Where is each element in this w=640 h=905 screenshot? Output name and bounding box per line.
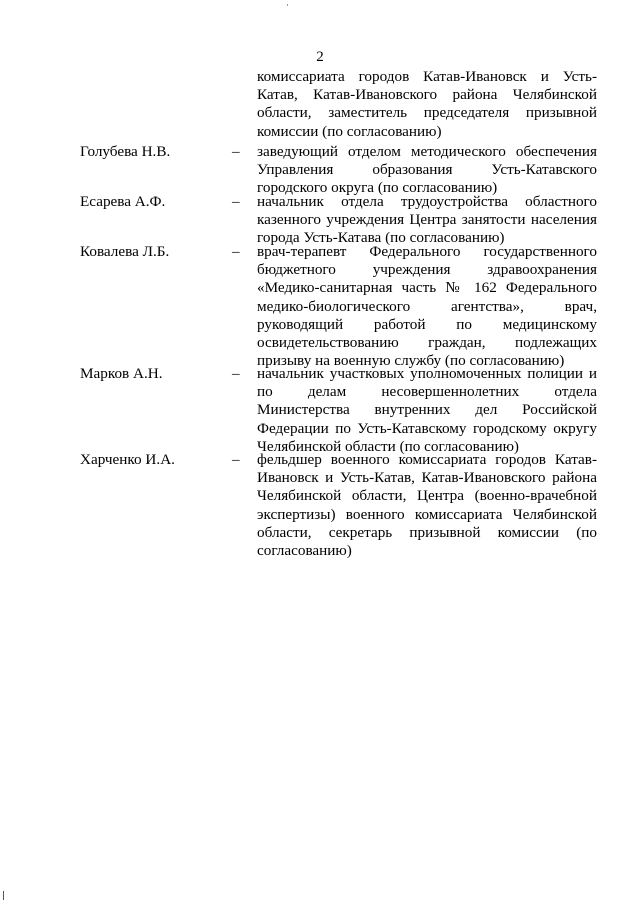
scan-speck (287, 4, 288, 6)
dash-separator: – (232, 451, 240, 468)
member-name: Харченко И.А. (80, 451, 175, 468)
continuation-text: комиссариата городов Катав-Ивановск и Усть-Катав, Катав-Ивановского района Челябинской области, заместитель председателя призывной комиссии (по согласованию) (257, 68, 597, 140)
scan-edge-mark (3, 891, 4, 900)
member-role: заведующий отделом методического обеспечения Управления образования Усть-Катавского городского округа (по согласованию) (257, 143, 597, 197)
page-number: 2 (316, 49, 324, 65)
member-role: начальник участковых уполномоченных полиции и по делам несовершеннолетних отдела Министерства внутренних дел Российской Федерации по Усть-Катавскому городскому округу Челябинской области (по согласованию) (257, 365, 597, 455)
member-name: Есарева А.Ф. (80, 193, 166, 210)
member-name: Ковалева Л.Б. (80, 243, 170, 260)
dash-separator: – (232, 193, 240, 210)
dash-separator: – (232, 365, 240, 382)
member-name: Голубева Н.В. (80, 143, 171, 160)
dash-separator: – (232, 243, 240, 260)
member-role: начальник отдела трудоустройства областного казенного учреждения Центра занятости населения города Усть-Катава (по согласованию) (257, 193, 597, 247)
member-role: врач-терапевт Федерального государственного бюджетного учреждения здравоохранения «Медико-санитарная часть № 162 Федерального медико-биологического агентства», врач, руководящий работой по медицинскому освидетельствованию граждан, подлежащих призыву на военную службу (по согласованию) (257, 243, 597, 370)
dash-separator: – (232, 143, 240, 160)
member-name: Марков А.Н. (80, 365, 163, 382)
member-role: фельдшер военного комиссариата городов Катав-Ивановск и Усть-Катав, Катав-Ивановского района Челябинской области, Центра (военно-врачебной экспертизы) военного комиссариата Челябинской области, секретарь призывной комиссии (по согласованию) (257, 451, 597, 560)
